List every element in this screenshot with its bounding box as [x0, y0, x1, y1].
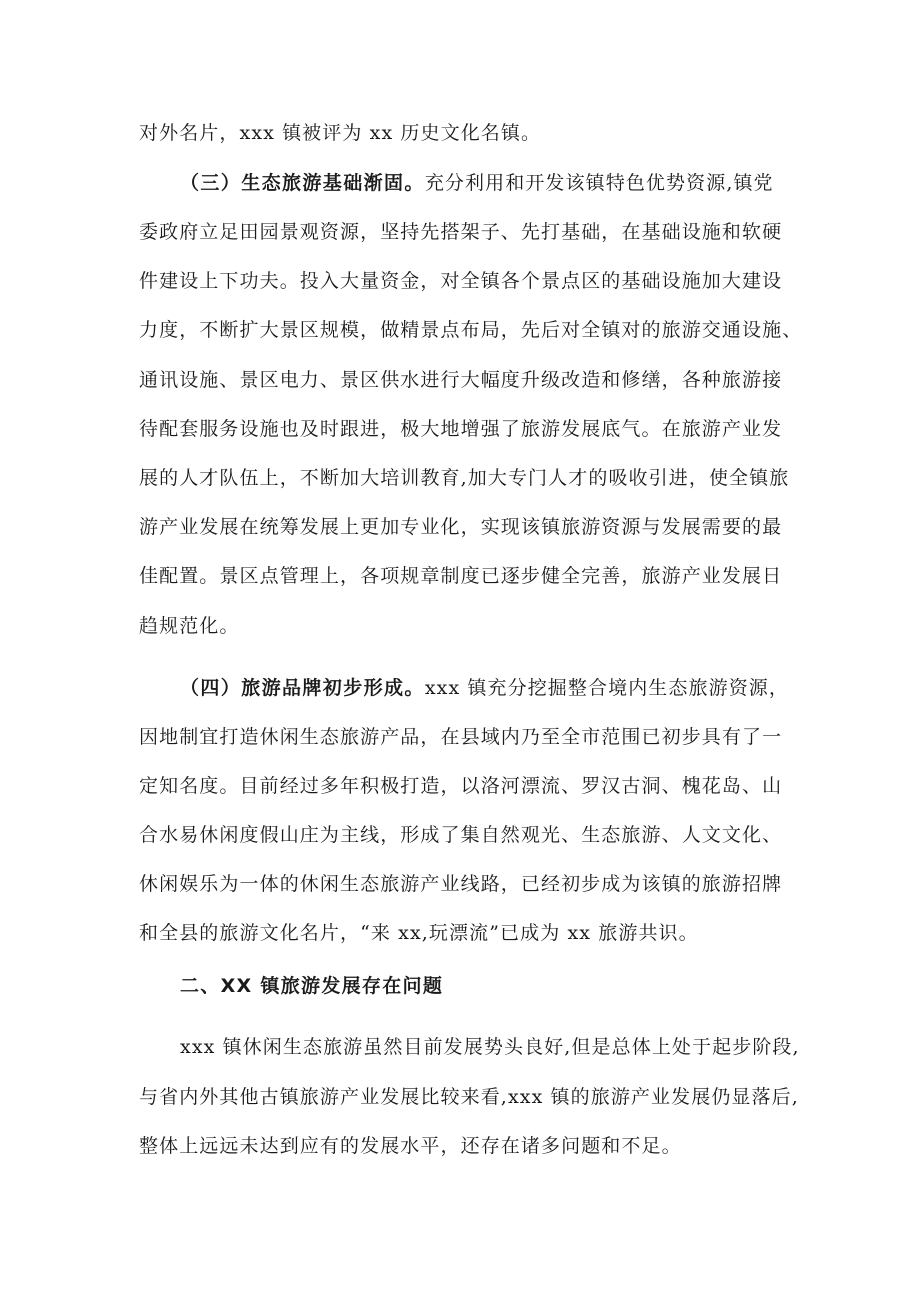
paragraph-line: 合水易休闲度假山庄为主线，形成了集自然观光、生态旅游、人文文化、	[139, 824, 783, 846]
paragraph-line: 趋规范化。	[139, 615, 240, 637]
paragraph-line: 整体上远远未达到应有的发展水平，还存在诸多问题和不足。	[139, 1135, 682, 1157]
paragraph-line: 对外名片，xxx 镇被评为 xx 历史文化名镇。	[139, 122, 542, 144]
paragraph-first-line: xxx 镇休闲生态旅游虽然目前发展势头良好,但是总体上处于起步阶段,	[180, 1036, 800, 1058]
paragraph-line: 因地制宜打造休闲生态旅游产品，在县域内乃至全市范围已初步具有了一	[139, 726, 783, 748]
paragraph-line: 力度，不断扩大景区规模，做精景点布局，先后对全镇对的旅游交通设施、	[139, 319, 803, 341]
paragraph-line: 待配套服务设施也及时跟进，极大地增强了旅游发展底气。在旅游产业发	[139, 418, 783, 440]
paragraph-text: 充分利用和开发该镇特色优势资源,镇党	[424, 172, 774, 194]
section-lead-heading: （四）旅游品牌初步形成。	[180, 677, 425, 699]
paragraph-line: 与省内外其他古镇旅游产业发展比较来看,xxx 镇的旅游产业发展仍显落后,	[139, 1086, 799, 1108]
paragraph-line: 委政府立足田园景观资源，坚持先搭架子、先打基础，在基础设施和软硬	[139, 221, 783, 243]
paragraph-first-line	[180, 171, 774, 195]
paragraph-text: xxx 镇充分挖掘整合境内生态旅游资源，	[424, 677, 789, 699]
paragraph-first-line	[180, 676, 789, 700]
paragraph-line: 定知名度。目前经过多年积极打造，以洛河漂流、罗汉古洞、槐花岛、山	[139, 775, 783, 797]
paragraph-line: 通讯设施、景区电力、景区供水进行大幅度升级改造和修缮，各种旅游接	[139, 369, 783, 391]
paragraph-line: 佳配置。景区点管理上，各项规章制度已逐步健全完善，旅游产业发展日	[139, 565, 783, 587]
section-heading: 二、XX 镇旅游发展存在问题	[180, 975, 444, 997]
paragraph-line: 休闲娱乐为一体的休闲生态旅游产业线路，已经初步成为该镇的旅游招牌	[139, 873, 783, 895]
paragraph-line: 展的人才队伍上，不断加大培训教育,加大专门人才的吸收引进，使全镇旅	[139, 467, 790, 489]
section-lead-heading: （三）生态旅游基础渐固。	[180, 172, 425, 194]
paragraph-line: 和全县的旅游文化名片，“来 xx,玩漂流”已成为 xx 旅游共识。	[139, 922, 699, 944]
paragraph-line: 游产业发展在统筹发展上更加专业化，实现该镇旅游资源与发展需要的最	[139, 516, 783, 538]
paragraph-line: 件建设上下功夫。投入大量资金，对全镇各个景点区的基础设施加大建设	[139, 270, 783, 292]
